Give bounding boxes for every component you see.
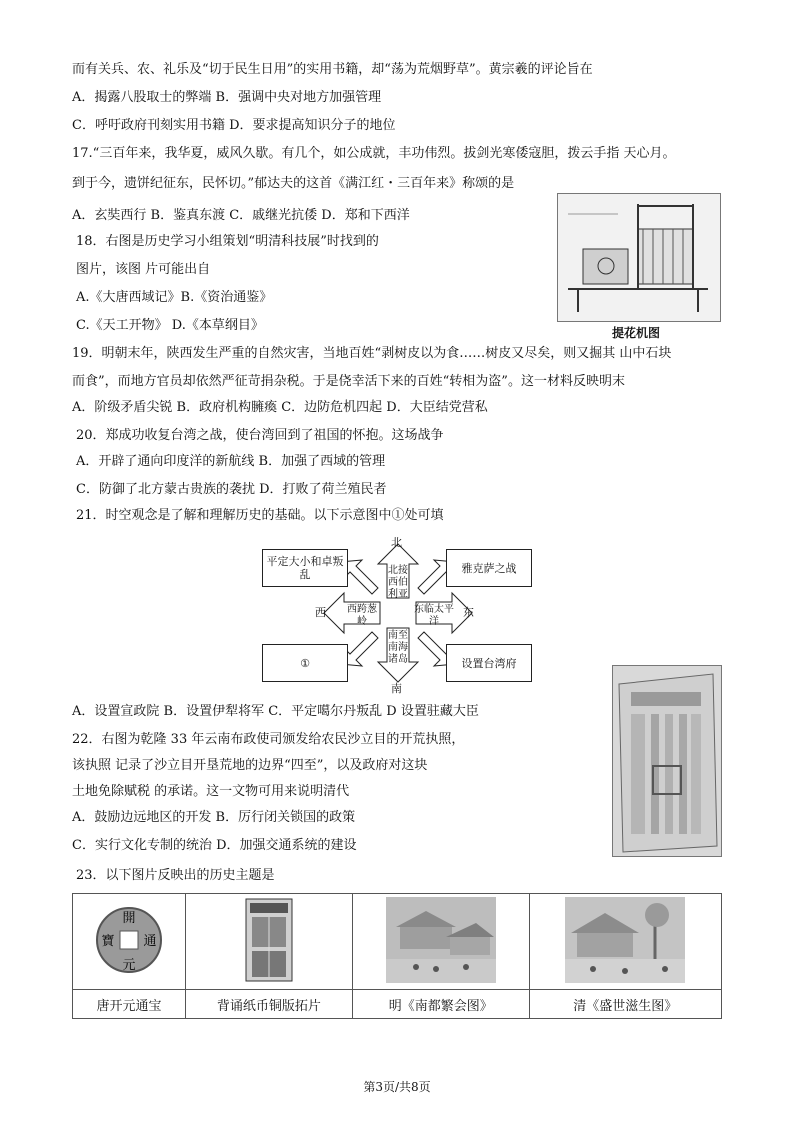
- q16-options-cd: C．呼吁政府刊刻实用书籍 D．要求提高知识分子的地位: [72, 118, 396, 133]
- banknote-rubbing-icon: [244, 897, 294, 983]
- q18-options-ab: A.《大唐西域记》B.《资治通鉴》: [76, 290, 273, 305]
- caption-banknote: 背诵纸币铜版拓片: [185, 990, 352, 1019]
- arrow-south-text: 南至南海诸岛: [388, 630, 408, 665]
- q20-options-ab: A．开辟了通向印度洋的新航线 B．加强了西域的管理: [76, 454, 386, 469]
- diagram-box-southwest: ①: [262, 644, 348, 682]
- loom-figure-caption: 提花机图: [612, 326, 661, 340]
- q23-stem: 23．以下图片反映出的历史主题是: [76, 868, 275, 883]
- compass-east-label: 东: [463, 606, 474, 619]
- coin-char-left: 寶: [101, 933, 115, 949]
- page-footer: 第3页/共8页: [363, 1080, 431, 1094]
- q18-stem-line2: 图片，该图 片可能出自: [76, 262, 211, 277]
- q19-stem-line2: 而食”，而地方官员却依然严征苛捐杂税。于是侥幸活下来的百姓“转相为盗”。这一材料反映明末: [72, 374, 625, 389]
- q23-picture-table: [72, 893, 722, 1019]
- coin-char-top: 開: [122, 910, 136, 926]
- kaiyuan-coin-icon: [94, 900, 164, 980]
- loom-drawing-icon: [558, 194, 720, 321]
- reclamation-license-image: [612, 665, 722, 857]
- q17-stem-line1: 17.“三百年来，我华夏，威风久歇。有几个，如公成就，丰功伟烈。拔剑光寒倭寇胆，拨云手指 天心月。: [72, 146, 676, 161]
- q22-stem-line1: 22．右图为乾隆 33 年云南布政使司颁发给农民沙立目的开荒执照，: [72, 732, 465, 747]
- compass-north-label: 北: [391, 536, 402, 549]
- q16-options-ab: A．揭露八股取士的弊端 B．强调中央对地方加强管理: [72, 90, 382, 105]
- q22-stem-line2: 该执照 记录了沙立目开垦荒地的边界“四至”，以及政府对这块: [72, 758, 428, 773]
- coin-image-cell: [73, 894, 186, 990]
- shengshi-painting-image-cell: [529, 894, 722, 990]
- nandu-painting-icon: [386, 897, 496, 983]
- arrow-east-text: 东临太平洋: [414, 604, 454, 627]
- q22-stem-line3: 土地免除赋税 的承诺。这一文物可用来说明清代: [72, 784, 350, 799]
- diagram-box-southeast: 设置台湾府: [446, 644, 532, 682]
- q21-options: A．设置宣政院 B．设置伊犁将军 C．平定噶尔丹叛乱 D 设置驻藏大臣: [72, 704, 479, 719]
- q22-options-ab: A．鼓励边远地区的开发 B．厉行闭关锁国的政策: [72, 810, 356, 825]
- license-document-icon: [613, 666, 721, 856]
- diagram-box-northeast: 雅克萨之战: [446, 549, 532, 587]
- caption-nandu-painting: 明《南都繁会图》: [352, 990, 529, 1019]
- arrow-north-text: 北接西伯利亚: [388, 565, 408, 600]
- q19-stem-line1: 19．明朝末年，陕西发生严重的自然灾害，当地百姓“剥树皮以为食……树皮又尽矣，则又掘其 山中石块: [72, 346, 672, 361]
- nandu-painting-image-cell: [352, 894, 529, 990]
- arrow-west-text: 西跨葱岭: [347, 604, 377, 627]
- q17-options: A．玄奘西行 B．鉴真东渡 C．戚继光抗倭 D．郑和下西洋: [72, 208, 410, 223]
- q22-options-cd: C．实行文化专制的统治 D．加强交通系统的建设: [72, 838, 357, 853]
- compass-west-label: 西: [315, 606, 326, 619]
- compass-south-label: 南: [391, 682, 402, 695]
- caption-shengshi-painting: 清《盛世滋生图》: [529, 990, 722, 1019]
- q16-stem: 而有关兵、农、礼乐及“切于民生日用”的实用书籍，却“荡为荒烟野草”。黄宗羲的评论旨在: [72, 62, 593, 77]
- q20-stem: 20．郑成功收复台湾之战，使台湾回到了祖国的怀抱。这场战争: [76, 428, 444, 443]
- banknote-image-cell: [185, 894, 352, 990]
- loom-figure-image: [557, 193, 721, 322]
- coin-char-right: 通: [143, 933, 157, 949]
- q19-options: A．阶级矛盾尖锐 B．政府机构臃瘓 C．边防危机四起 D．大臣结党营私: [72, 400, 488, 415]
- coin-char-bottom: 元: [122, 957, 136, 973]
- shengshi-painting-icon: [565, 897, 685, 983]
- q20-options-cd: C．防御了北方蒙古贵族的袭扰 D．打败了荷兰殖民者: [76, 482, 387, 497]
- q17-stem-line2: 到于今，遗饼纪征东，民怀切。”郁达夫的这首《满江红・三百年来》称颂的是: [72, 176, 515, 191]
- diagram-box-northwest: 平定大小和卓叛乱: [262, 549, 348, 587]
- q18-options-cd: C.《天工开物》 D.《本草纲目》: [76, 318, 264, 333]
- q18-stem-line1: 18．右图是历史学习小组策划“明清科技展”时找到的: [76, 234, 379, 249]
- caption-coin: 唐开元通宝: [73, 990, 186, 1019]
- q21-stem: 21．时空观念是了解和理解历史的基础。以下示意图中①处可填: [76, 508, 444, 523]
